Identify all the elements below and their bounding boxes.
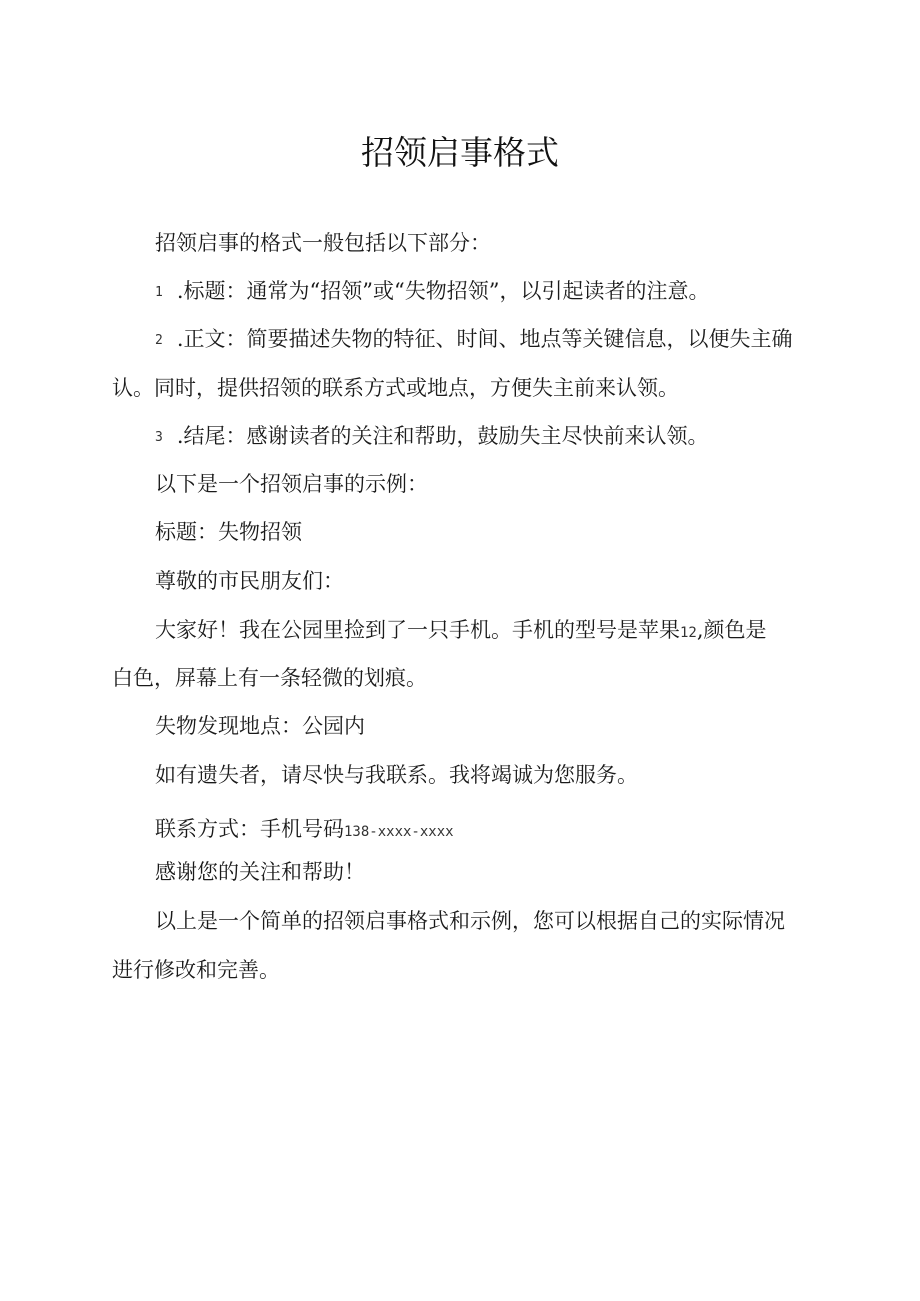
list-item-1	[155, 277, 709, 307]
intro-paragraph: 招领启事的格式一般包括以下部分：	[155, 231, 491, 255]
list-item-number: 3	[155, 430, 163, 445]
list-item-number: 2	[155, 333, 163, 348]
example-intro: 以下是一个招领启事的示例：	[155, 472, 428, 496]
closing-continuation: 进行修改和完善。	[112, 958, 280, 982]
document-title: 招领启事格式	[361, 133, 559, 172]
thanks-line: 感谢您的关注和帮助！	[155, 860, 365, 884]
body-text: ,颜色是	[696, 618, 767, 642]
request-line: 如有遗失者，请尽快与我联系。我将竭诚为您服务。	[155, 763, 638, 787]
body-continuation: 白色，屏幕上有一条轻微的划痕。	[112, 666, 427, 690]
phone-model: 12	[680, 625, 697, 641]
list-item-text: .结尾：感谢读者的关注和帮助，鼓励失主尽快前来认领。	[176, 424, 709, 448]
example-title: 标题：失物招领	[155, 520, 302, 544]
list-item-2	[155, 325, 793, 355]
contact-line	[155, 815, 454, 846]
closing-paragraph: 以上是一个简单的招领启事格式和示例，您可以根据自己的实际情况	[155, 909, 785, 933]
location-line: 失物发现地点：公园内	[155, 714, 365, 738]
contact-label: 联系方式：手机号码	[155, 817, 344, 841]
body-text: 大家好！我在公园里捡到了一只手机。手机的型号是苹果	[155, 618, 680, 642]
list-item-2-continuation: 认。同时，提供招领的联系方式或地点，方便失主前来认领。	[112, 376, 679, 400]
list-item-text: .标题：通常为“招领”或“失物招领”，以引起读者的注意。	[176, 279, 710, 303]
contact-number: 138-xxxx-xxxx	[344, 824, 454, 840]
list-item-number: 1	[155, 285, 163, 300]
list-item-text: .正文：简要描述失物的特征、时间、地点等关键信息，以便失主确	[176, 327, 793, 351]
salutation: 尊敬的市民朋友们：	[155, 569, 344, 593]
list-item-3	[155, 422, 709, 452]
body-paragraph	[155, 616, 767, 647]
